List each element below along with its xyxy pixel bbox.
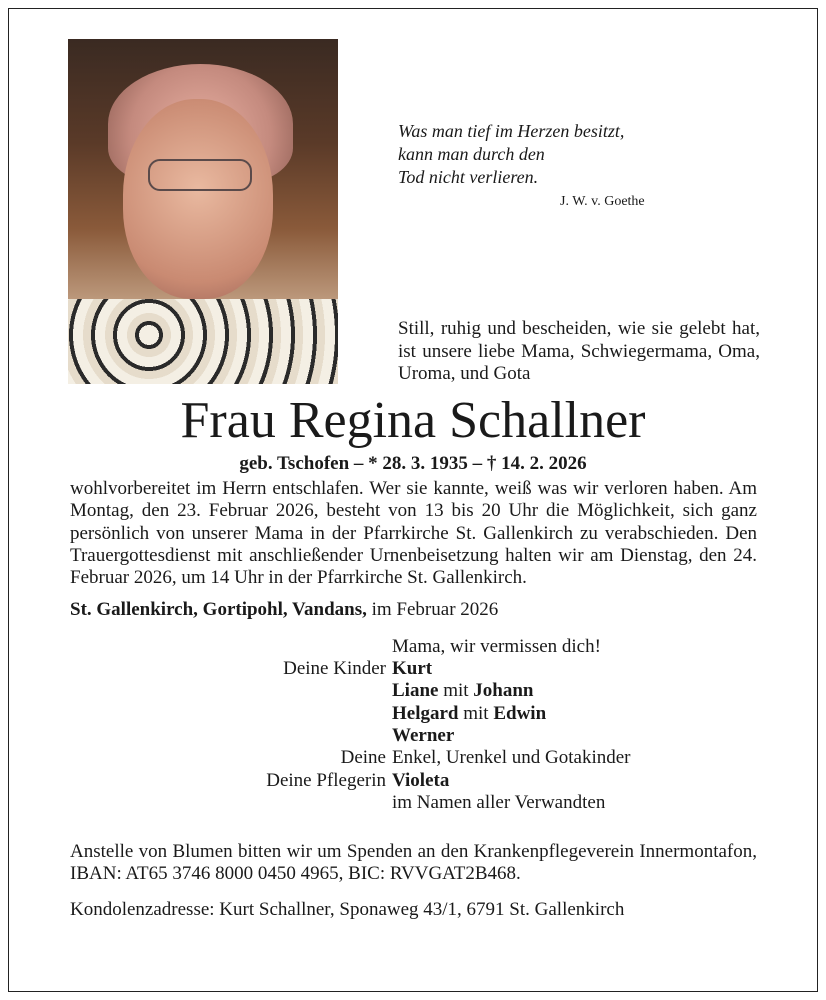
mourner-name: Werner [392, 724, 455, 746]
place-date [70, 599, 757, 621]
caregiver-label: Deine Pflegerin [266, 769, 386, 791]
motto: Mama, wir vermissen dich! [392, 635, 601, 657]
places: St. Gallenkirch, Gortipohl, Vandans, [70, 599, 367, 621]
deceased-name: Frau Regina Schallner [180, 392, 646, 449]
grandchildren-label: Deine [340, 747, 386, 769]
with-text: mit [458, 702, 494, 724]
goethe-quote [398, 120, 624, 189]
photo-shirt [68, 299, 338, 384]
intro-text: Still, ruhig und bescheiden, wie sie gelebt hat, ist unsere liebe Mama, Schwiegermama, Oma, Uroma, und Gota [398, 318, 760, 384]
mourner-name: Violeta [392, 769, 450, 791]
mourner-name: Helgard [392, 702, 459, 724]
main-content [70, 478, 757, 921]
mourners-list [0, 636, 826, 814]
grandchildren: Enkel, Urenkel und Gotakinder [392, 747, 631, 769]
photo-face [123, 99, 273, 299]
mourner-name: Liane [392, 680, 439, 702]
condolence-address: Kondolenzadresse: Kurt Schallner, Sponaweg 43/1, 6791 St. Gallenkirch [70, 898, 625, 920]
month-year: im Februar 2026 [366, 599, 499, 621]
mourner-name: Kurt [392, 658, 433, 680]
quote-line: Was man tief im Herzen besitzt, [398, 121, 625, 141]
birth-death-dates: geb. Tschofen – * 28. 3. 1935 – † 14. 2. 2026 [239, 453, 587, 474]
mourner-name: Johann [473, 680, 534, 702]
donation-note: Anstelle von Blumen bitten wir um Spenden an den Krankenpflegeverein Innermontafon, IBAN: AT65 3746 8000 0450 4965, BIC: RVVGAT2B468. [70, 841, 757, 885]
relatives: im Namen aller Verwandten [392, 791, 606, 813]
photo-glasses [148, 159, 252, 191]
announcement-text: wohlvorbereitet im Herrn entschlafen. Wer sie kannte, weiß was wir verloren haben. Am Montag, den 23. Februar 2026, besteht von 13 bis 20 Uhr die Möglichkeit, sich ganz persönlich von unserer Mama in der Pfarrkirche St. Gallenkirch zu verabschieden. Den Trauergottesdienst mit anschließender Urnenbeisetzung halten wir am Dienstag, den 24. Februar 2026, um 14 Uhr in der Pfarrkirche St. Gallenkirch. [70, 478, 757, 589]
quote-line: Tod nicht verlieren. [398, 167, 539, 187]
quote-line: kann man durch den [398, 144, 545, 164]
mourner-name: Edwin [493, 702, 547, 724]
with-text: mit [438, 680, 474, 702]
children-label: Deine Kinder [283, 658, 386, 680]
quote-author: J. W. v. Goethe [560, 194, 645, 209]
portrait-photo [68, 39, 338, 384]
